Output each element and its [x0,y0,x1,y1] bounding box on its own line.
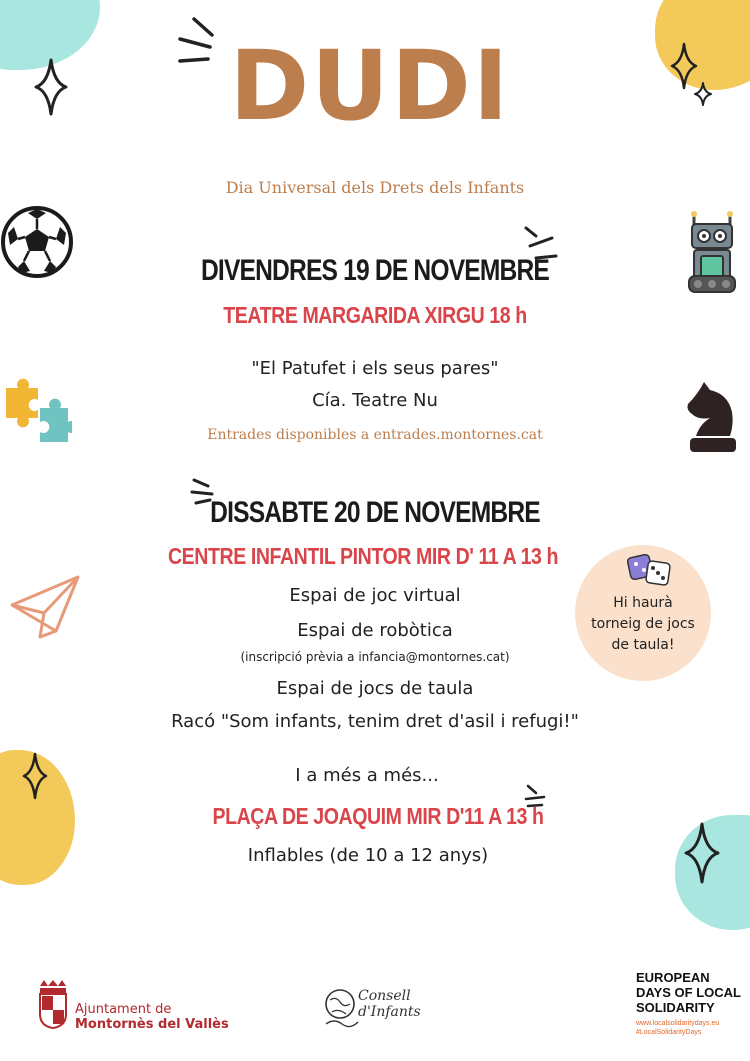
eu-line-1: EUROPEAN [636,970,710,985]
friday-venue: TEATRE MARGARIDA XIRGU 18 h [223,302,527,328]
extra-activity: Inflables (de 10 a 12 anys) [247,845,489,866]
friday-tickets-note: Entrades disponibles a entrades.montornes.cat [207,427,543,443]
eu-solidarity-logo [636,970,741,1037]
eu-url: www.localsolidaritydays.eu [636,1020,720,1027]
robot-icon [686,210,738,296]
consell-globe-icon [322,986,362,1030]
activity-virtual-games: Espai de joc virtual [289,585,461,606]
ajuntament-line-2: Montornès del Vallès [75,1017,229,1032]
page-subtitle: Dia Universal dels Drets dels Infants [225,178,525,197]
bubble-line-1: Hi haurà [613,595,673,611]
ajuntament-line-1: Ajuntament de [75,1002,172,1017]
sparkle-icon-small-top-right [694,82,712,106]
page-title: DUDI [229,30,511,142]
consell-line-2: d'Infants [358,1004,421,1020]
consell-logo [358,988,421,1020]
friday-company: Cía. Teatre Nu [312,390,438,411]
puzzle-icon [2,378,72,444]
consell-line-1: Consell [358,988,411,1004]
activity-registration-note: (inscripció prèvia a infancia@montornes.cat) [240,650,510,664]
ajuntament-crest-icon [36,980,70,1030]
dice-icon [627,552,673,588]
sparkle-icon-top-left [34,58,68,116]
activity-robotics: Espai de robòtica [297,620,453,641]
bubble-line-3: de taula! [611,637,675,653]
friday-show-title: "El Patufet i els seus pares" [251,358,499,379]
eu-line-3: SOLIDARITY [636,1000,715,1015]
activity-corner-asylum: Racó "Som infants, tenim dret d'asil i refugi!" [171,711,579,732]
soccer-ball-icon [0,205,74,279]
eu-line-2: DAYS OF LOCAL [636,985,741,1000]
ajuntament-logo [75,1002,229,1032]
eu-hashtag: #LocalSolidarityDays [636,1029,702,1036]
saturday-venue: CENTRE INFANTIL PINTOR MIR D' 11 A 13 h [167,543,558,569]
extra-intro: I a més a més... [295,765,439,786]
bubble-text [575,593,711,656]
saturday-heading: DISSABTE 20 DE NOVEMBRE [210,496,540,529]
bubble-line-2: torneig de jocs [591,616,695,632]
friday-heading: DIVENDRES 19 DE NOVEMBRE [200,254,550,287]
paper-plane-icon [10,575,82,639]
chess-knight-icon [680,378,740,456]
extra-venue: PLAÇA DE JOAQUIM MIR D'11 A 13 h [212,803,544,829]
activity-board-games: Espai de jocs de taula [276,678,474,699]
